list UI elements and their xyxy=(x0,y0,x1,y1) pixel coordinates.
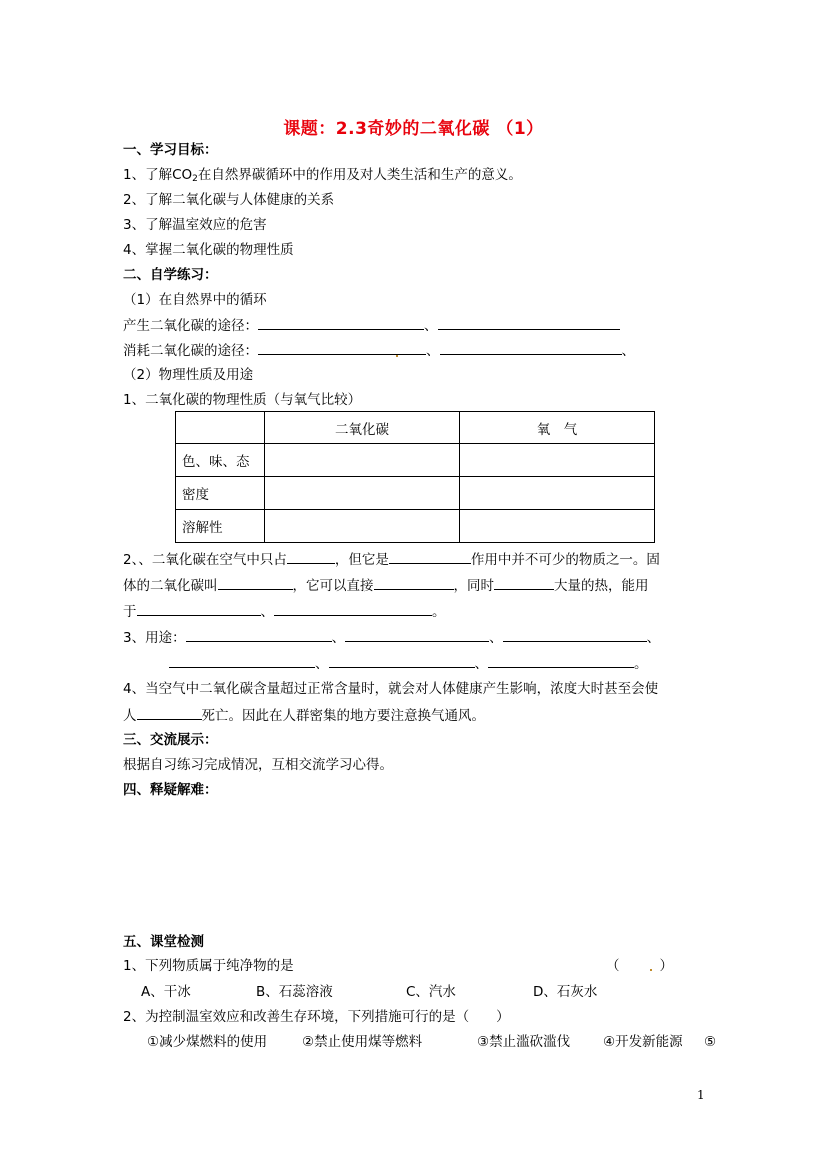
section-2-heading: 二、自学练习： xyxy=(123,267,218,283)
answer-blank[interactable] xyxy=(258,315,424,330)
measure-5: ⑤ xyxy=(704,1034,717,1050)
section-5-heading: 五、课堂检测 xyxy=(123,934,204,950)
table-row-label: 密度 xyxy=(176,477,265,510)
answer-blank[interactable] xyxy=(389,549,471,564)
page-title: 课题：2.3奇妙的二氧化碳 （1） xyxy=(283,119,544,139)
section-4-heading: 四、释疑解难： xyxy=(123,782,218,798)
section-3-text: 根据自习练习完成情况，互相交流学习心得。 xyxy=(123,757,393,773)
page-number: 1 xyxy=(697,1088,705,1102)
answer-blank[interactable] xyxy=(329,653,475,668)
answer-blank[interactable] xyxy=(274,601,432,616)
question-4-line-1: 4、当空气中二氧化碳含量超过正常含量时，就会对人体健康产生影响，浓度大时甚至会使 xyxy=(123,681,659,697)
answer-blank[interactable] xyxy=(137,601,261,616)
measure-3: ③禁止滥砍滥伐 xyxy=(477,1034,571,1050)
answer-blank[interactable] xyxy=(494,575,554,590)
test-question-2: 2、为控制温室效应和改善生存环境，下列措施可行的是（ ） xyxy=(123,1009,510,1025)
table-row-label: 溶解性 xyxy=(176,510,265,543)
question-3-line-1: 3、用途： 、 、 、 xyxy=(123,627,660,648)
table-cell[interactable] xyxy=(265,477,460,510)
test-question-1: 1、下列物质属于纯净物的是 xyxy=(123,958,294,974)
question-2-line-3: 于 、 。 xyxy=(123,601,446,622)
table-cell[interactable] xyxy=(460,510,655,543)
answer-blank[interactable] xyxy=(137,705,202,720)
option-c: C、汽水 xyxy=(406,984,456,1000)
comparison-table xyxy=(175,411,655,543)
measure-1: ①减少煤燃料的使用 xyxy=(147,1034,268,1050)
answer-blank[interactable] xyxy=(287,549,335,564)
table-cell[interactable] xyxy=(265,510,460,543)
answer-paren[interactable]: （ ） xyxy=(606,958,673,974)
table-header-co2: 二氧化碳 xyxy=(265,412,460,444)
part-2-label: （2）物理性质及用途 xyxy=(123,367,254,383)
goal-2: 2、了解二氧化碳与人体健康的关系 xyxy=(123,192,335,208)
table-header-o2: 氧 气 xyxy=(460,412,655,444)
goal-4: 4、掌握二氧化碳的物理性质 xyxy=(123,242,294,258)
question-2-line-1: 2、、二氧化碳在空气中只占 ，但它是 作用中并不可少的物质之一。固 xyxy=(123,549,660,570)
stray-dot xyxy=(650,969,652,971)
table-cell[interactable] xyxy=(460,477,655,510)
goal-3: 3、了解温室效应的危害 xyxy=(123,217,267,233)
table-corner-cell xyxy=(176,412,265,444)
answer-blank[interactable] xyxy=(438,315,620,330)
part-1-label: （1）在自然界中的循环 xyxy=(123,292,267,308)
answer-blank[interactable] xyxy=(218,575,293,590)
table-cell[interactable] xyxy=(265,444,460,477)
table-row-label: 色、味、态 xyxy=(176,444,265,477)
answer-blank[interactable] xyxy=(440,340,622,355)
option-d: D、石灰水 xyxy=(533,984,598,1000)
measure-4: ④开发新能源 xyxy=(603,1034,683,1050)
consume-line: 消耗二氧化碳的途径： 、 、 xyxy=(123,340,635,361)
answer-blank[interactable] xyxy=(169,653,315,668)
option-b: B、石蕊溶液 xyxy=(256,984,333,1000)
answer-blank[interactable] xyxy=(186,627,332,642)
answer-blank[interactable] xyxy=(345,627,489,642)
question-2-line-2: 体的二氧化碳叫 ，它可以直接 ，同时 大量的热，能用 xyxy=(123,575,649,596)
option-a: A、干冰 xyxy=(141,984,191,1000)
answer-blank[interactable] xyxy=(374,575,454,590)
question-4-line-2: 人 死亡。因此在人群密集的地方要注意换气通风。 xyxy=(123,705,485,726)
goal-1: 1、了解$CO_2$在自然界碳循环中的作用及对人类生活和生产的意义。 xyxy=(123,167,522,184)
answer-blank[interactable] xyxy=(488,653,634,668)
answer-blank[interactable] xyxy=(503,627,647,642)
section-3-heading: 三、交流展示： xyxy=(123,732,218,748)
measure-2: ②禁止使用煤等燃料 xyxy=(302,1034,423,1050)
stray-dot xyxy=(396,355,398,357)
produce-line: 产生二氧化碳的途径： 、 xyxy=(123,315,620,336)
answer-blank[interactable] xyxy=(258,340,426,355)
question-1: 1、二氧化碳的物理性质（与氧气比较） xyxy=(123,392,362,408)
section-1-heading: 一、学习目标： xyxy=(123,142,218,158)
question-3-line-2: 、 、 。 xyxy=(169,653,648,674)
table-cell[interactable] xyxy=(460,444,655,477)
